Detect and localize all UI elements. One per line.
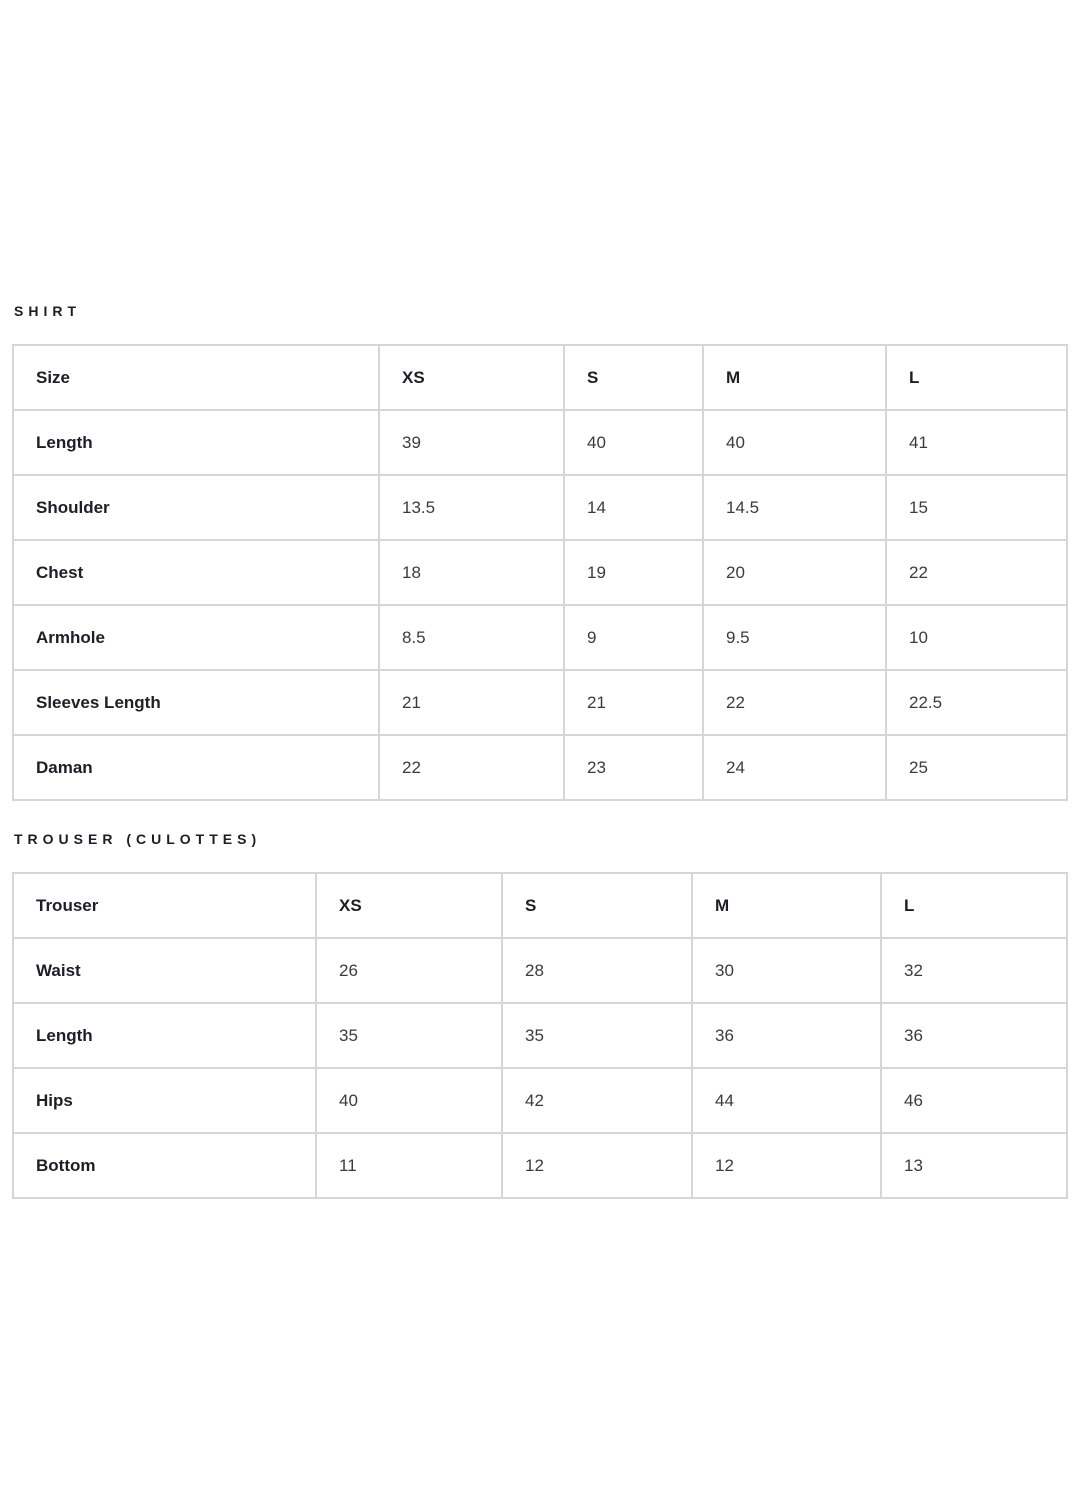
value-cell: 11 [316, 1133, 502, 1198]
value-cell: 28 [502, 938, 692, 1003]
value-cell: 46 [881, 1068, 1067, 1133]
trouser-size-table [12, 872, 1068, 1199]
value-cell: 22 [703, 670, 886, 735]
value-cell: 22.5 [886, 670, 1067, 735]
value-cell: 25 [886, 735, 1067, 800]
row-label-cell: Hips [13, 1068, 316, 1133]
value-cell: 40 [316, 1068, 502, 1133]
value-cell: 41 [886, 410, 1067, 475]
value-cell: 42 [502, 1068, 692, 1133]
value-cell: 14 [564, 475, 703, 540]
table-row-length [13, 410, 1067, 475]
table-row-waist [13, 938, 1067, 1003]
column-header-xs: XS [379, 345, 564, 410]
column-header-size: Size [13, 345, 379, 410]
column-header-m: M [703, 345, 886, 410]
value-cell: 22 [379, 735, 564, 800]
table-row-hips [13, 1068, 1067, 1133]
row-label-cell: Length [13, 410, 379, 475]
value-cell: 13.5 [379, 475, 564, 540]
value-cell: 32 [881, 938, 1067, 1003]
value-cell: 14.5 [703, 475, 886, 540]
column-header-xs: XS [316, 873, 502, 938]
column-header-m: M [692, 873, 881, 938]
row-label-cell: Sleeves Length [13, 670, 379, 735]
table-row-chest [13, 540, 1067, 605]
value-cell: 40 [703, 410, 886, 475]
value-cell: 35 [316, 1003, 502, 1068]
value-cell: 19 [564, 540, 703, 605]
table-row-armhole [13, 605, 1067, 670]
value-cell: 12 [502, 1133, 692, 1198]
column-header-s: S [502, 873, 692, 938]
value-cell: 30 [692, 938, 881, 1003]
row-label-cell: Daman [13, 735, 379, 800]
value-cell: 20 [703, 540, 886, 605]
value-cell: 22 [886, 540, 1067, 605]
table-row-bottom [13, 1133, 1067, 1198]
shirt-size-table [12, 344, 1068, 801]
trouser-section-title: TROUSER (CULOTTES) [14, 831, 262, 847]
value-cell: 44 [692, 1068, 881, 1133]
column-header-trouser: Trouser [13, 873, 316, 938]
value-cell: 23 [564, 735, 703, 800]
trouser-header-row [13, 873, 1067, 938]
value-cell: 15 [886, 475, 1067, 540]
value-cell: 9.5 [703, 605, 886, 670]
row-label-cell: Chest [13, 540, 379, 605]
row-label-cell: Waist [13, 938, 316, 1003]
shirt-section-title: SHIRT [14, 303, 81, 319]
row-label-cell: Shoulder [13, 475, 379, 540]
table-row-sleeves-length [13, 670, 1067, 735]
value-cell: 35 [502, 1003, 692, 1068]
table-row-daman [13, 735, 1067, 800]
value-cell: 39 [379, 410, 564, 475]
value-cell: 40 [564, 410, 703, 475]
value-cell: 26 [316, 938, 502, 1003]
value-cell: 21 [379, 670, 564, 735]
value-cell: 24 [703, 735, 886, 800]
shirt-header-row [13, 345, 1067, 410]
value-cell: 36 [692, 1003, 881, 1068]
table-row-shoulder [13, 475, 1067, 540]
column-header-l: L [881, 873, 1067, 938]
value-cell: 13 [881, 1133, 1067, 1198]
value-cell: 21 [564, 670, 703, 735]
row-label-cell: Length [13, 1003, 316, 1068]
column-header-l: L [886, 345, 1067, 410]
column-header-s: S [564, 345, 703, 410]
value-cell: 9 [564, 605, 703, 670]
value-cell: 10 [886, 605, 1067, 670]
value-cell: 18 [379, 540, 564, 605]
row-label-cell: Bottom [13, 1133, 316, 1198]
row-label-cell: Armhole [13, 605, 379, 670]
value-cell: 8.5 [379, 605, 564, 670]
table-row-length [13, 1003, 1067, 1068]
value-cell: 12 [692, 1133, 881, 1198]
value-cell: 36 [881, 1003, 1067, 1068]
